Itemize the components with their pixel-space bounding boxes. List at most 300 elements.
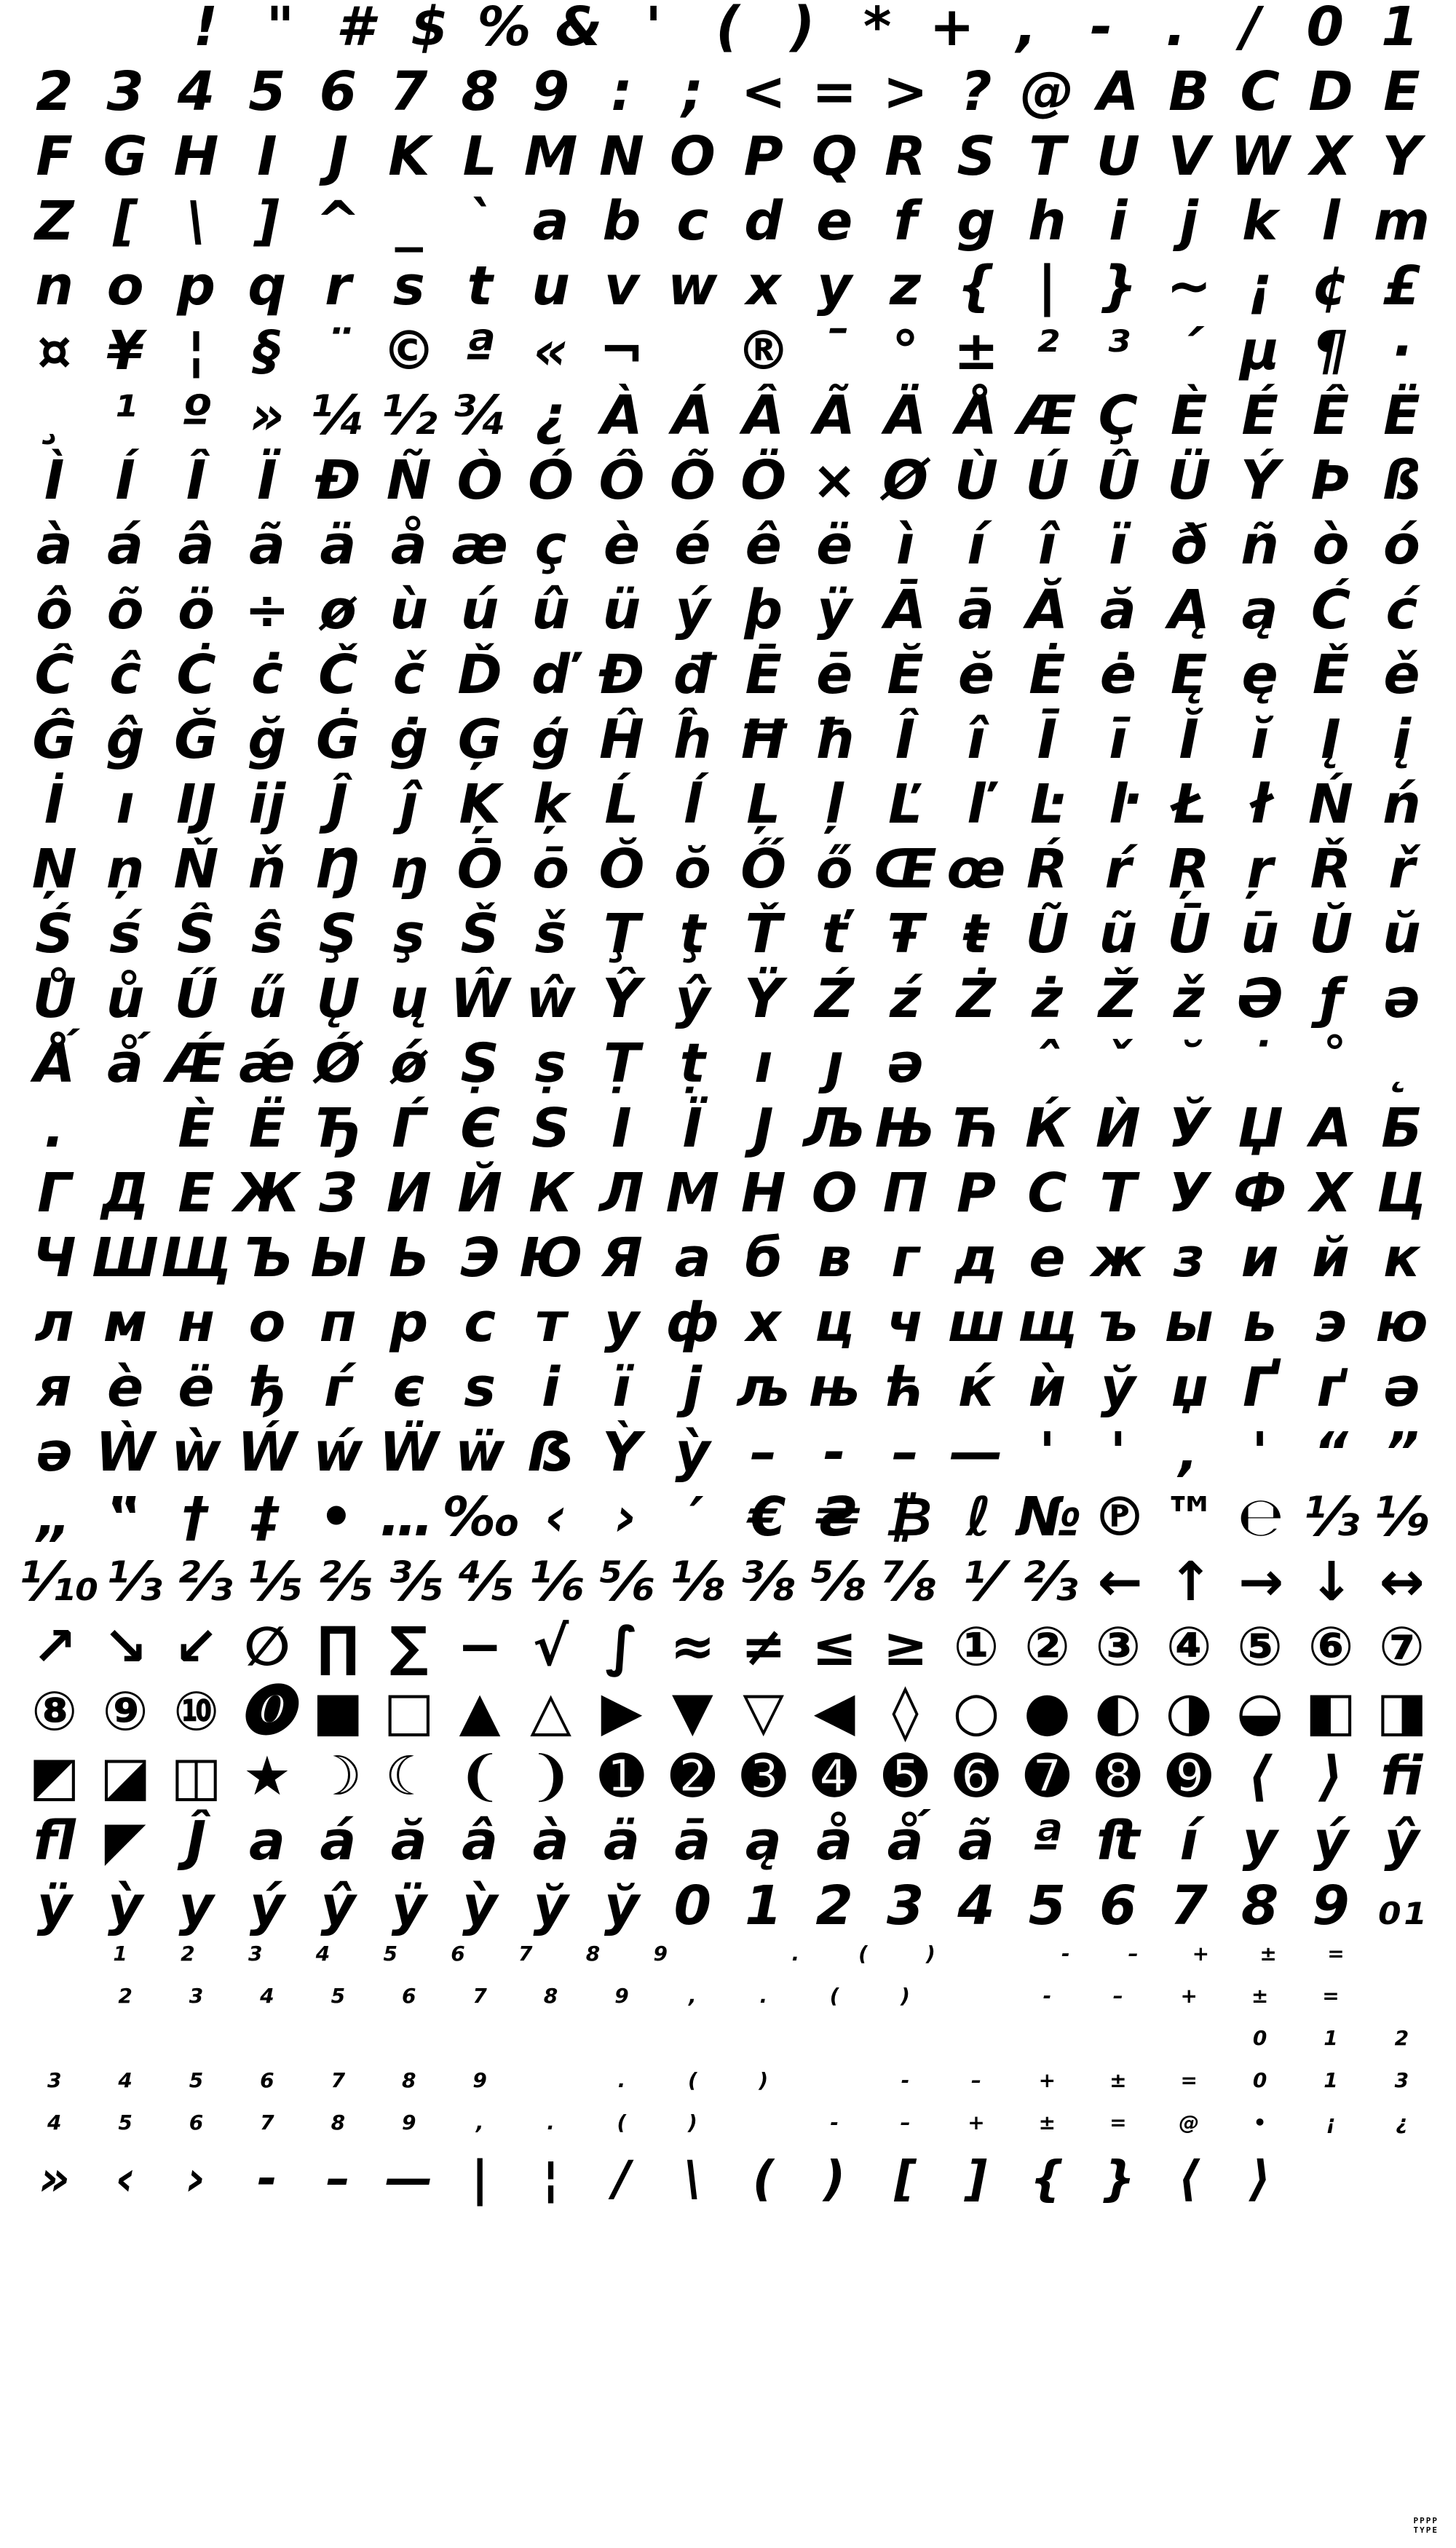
glyph-cell: Ö — [740, 449, 787, 512]
glyph-cell: ⅖ — [317, 1551, 373, 1613]
glyph-cell: ≤ — [812, 1615, 858, 1678]
glyph-cell: ◒ — [1236, 1680, 1283, 1743]
glyph-cell: » — [249, 384, 285, 447]
glyph-cell: ⅑ — [1374, 1486, 1430, 1548]
glyph-cell: ﬁ — [1380, 1745, 1423, 1808]
glyph-cell: е — [1029, 1227, 1066, 1289]
glyph-cell: ¦ — [542, 2151, 560, 2207]
glyph-cell: Į — [1321, 708, 1341, 771]
glyph-cell: ÿ — [817, 579, 852, 641]
glyph-cell: 8 — [401, 2068, 416, 2092]
glyph-cell: @ — [1020, 60, 1075, 123]
glyph-row — [19, 773, 1437, 842]
glyph-cell: ĵ — [400, 773, 419, 836]
glyph-cell: – — [900, 2110, 911, 2134]
glyph-cell: Ћ — [952, 1097, 1000, 1160]
glyph-cell: Ć — [1310, 579, 1351, 641]
glyph-cell: ™ — [1163, 1486, 1217, 1548]
glyph-cell: ■ — [312, 1680, 364, 1743]
glyph-cell: н — [177, 1291, 215, 1354]
glyph-cell: ś — [109, 903, 142, 965]
glyph-cell: ↘ — [103, 1615, 149, 1678]
glyph-cell: } — [1099, 255, 1138, 317]
glyph-cell: õ — [106, 579, 144, 641]
glyph-cell: ` — [466, 190, 494, 253]
glyph-cell: – — [1112, 1984, 1123, 2008]
glyph-cell: → — [1238, 1551, 1284, 1613]
glyph-cell: й — [1311, 1227, 1350, 1289]
glyph-cell: Ъ — [242, 1227, 293, 1289]
glyph-cell: Á — [671, 384, 713, 447]
glyph-cell: ï — [1109, 514, 1128, 577]
glyph-cell: 5 — [248, 60, 286, 123]
glyph-cell: ĥ — [673, 708, 712, 771]
glyph-cell: y — [1242, 1810, 1278, 1872]
glyph-cell: 0 — [1306, 0, 1345, 58]
glyph-cell: ґ — [1316, 1356, 1345, 1419]
glyph-cell: ṣ — [534, 1032, 567, 1095]
glyph-cell: 4 — [260, 1984, 274, 2008]
glyph-cell: þ — [744, 579, 783, 641]
glyph-cell: » — [39, 2151, 71, 2207]
glyph-cell: Д — [101, 1162, 150, 1224]
glyph-cell: ª — [464, 320, 495, 382]
glyph-cell: ǽ — [239, 1032, 296, 1095]
glyph-cell: Ů — [32, 968, 76, 1030]
glyph-cell: Ó — [528, 449, 574, 512]
glyph-row — [19, 1291, 1437, 1361]
glyph-cell: ļ — [825, 773, 844, 836]
glyph-cell: ы — [1164, 1291, 1214, 1354]
glyph-cell: á — [107, 514, 144, 577]
glyph-cell: Û — [1096, 449, 1140, 512]
glyph-cell: к — [1383, 1227, 1420, 1289]
glyph-cell: r — [325, 255, 352, 317]
glyph-cell: √ — [532, 1615, 569, 1678]
glyph-cell: ә — [1383, 1356, 1420, 1419]
glyph-cell: Ē — [745, 644, 783, 706]
glyph-cell: 3 — [1394, 2068, 1409, 2092]
glyph-cell: Я — [601, 1227, 643, 1289]
glyph-row — [19, 903, 1437, 972]
glyph-cell: Ė — [1029, 644, 1066, 706]
glyph-cell: C — [1240, 60, 1280, 123]
glyph-cell: Ť — [745, 903, 782, 965]
glyph-cell: 1 — [1381, 0, 1419, 58]
glyph-cell: ⅓ — [106, 1551, 162, 1613]
glyph-cell: x — [745, 255, 781, 317]
glyph-cell: ⑦ — [1379, 1615, 1425, 1678]
glyph-cell: + — [929, 0, 975, 58]
glyph-cell: ş — [392, 903, 425, 965]
glyph-row — [19, 514, 1437, 583]
glyph-cell: - — [901, 2068, 910, 2092]
glyph-cell: Ø — [882, 449, 929, 512]
glyph-cell: 6 — [189, 2110, 204, 2134]
glyph-cell: ъ — [1097, 1291, 1139, 1354]
glyph-cell: Ř — [1310, 838, 1352, 901]
glyph-cell: ẃ — [313, 1421, 363, 1484]
glyph-cell: 0 — [673, 1875, 712, 1937]
glyph-cell: ◐ — [1094, 1680, 1142, 1743]
glyph-cell: 1 — [1324, 2026, 1338, 2050]
glyph-cell: ‚ — [1179, 1421, 1200, 1484]
glyph-row — [19, 2110, 1437, 2155]
glyph-cell: ® — [736, 320, 791, 382]
glyph-cell: ø — [319, 579, 357, 641]
glyph-cell: Н — [740, 1162, 786, 1224]
glyph-cell: – — [892, 1421, 919, 1484]
glyph-cell: M — [523, 125, 578, 188]
glyph-cell: ŷ — [1384, 1810, 1420, 1872]
glyph-cell: 8 — [331, 2110, 346, 2134]
glyph-cell: ' — [645, 0, 662, 58]
glyph-cell: j — [1179, 190, 1198, 253]
glyph-cell: ⑧ — [31, 1680, 78, 1743]
glyph-cell: G — [103, 125, 148, 188]
glyph-cell: ‹ — [115, 2151, 135, 2207]
glyph-cell: Z — [34, 190, 74, 253]
glyph-cell: 7 — [389, 60, 428, 123]
glyph-cell: О — [811, 1162, 858, 1224]
glyph-cell: y — [178, 1875, 214, 1937]
glyph-cell: † — [181, 1486, 209, 1548]
glyph-cell: ť — [821, 903, 847, 965]
glyph-cell: , — [475, 2110, 484, 2134]
glyph-cell: ° — [892, 320, 919, 382]
glyph-cell: ¼ — [310, 384, 366, 447]
glyph-cell: Ẃ — [237, 1421, 297, 1484]
glyph-cell: - — [1042, 1984, 1052, 2008]
glyph-row — [19, 2028, 1437, 2070]
glyph-row — [19, 1162, 1437, 1231]
glyph-cell: Ŝ — [176, 903, 216, 965]
glyph-cell: Ź — [815, 968, 854, 1030]
glyph-cell: ◀ — [813, 1680, 855, 1743]
glyph-cell: ℗ — [1093, 1486, 1147, 1548]
glyph-cell: Ģ — [457, 708, 502, 771]
glyph-cell: я — [36, 1356, 72, 1419]
glyph-row — [19, 0, 1437, 65]
glyph-cell: Å — [955, 384, 997, 447]
glyph-cell: í — [1179, 1810, 1198, 1872]
glyph-cell: Ї — [682, 1097, 703, 1160]
glyph-cell: p — [177, 255, 215, 317]
glyph-row — [19, 320, 1437, 389]
glyph-cell: ë — [816, 514, 853, 577]
glyph-cell: ñ — [1241, 514, 1279, 577]
glyph-cell: Ĺ — [604, 773, 639, 836]
glyph-cell: ◪ — [100, 1745, 151, 1808]
glyph-cell: ą — [745, 1810, 782, 1872]
glyph-cell: . — [547, 2110, 555, 2134]
glyph-cell: ē — [816, 644, 853, 706]
glyph-cell: ł — [1249, 773, 1270, 836]
glyph-cell: ж — [1091, 1227, 1145, 1289]
glyph-cell: Ţ — [603, 903, 641, 965]
glyph-cell: N — [598, 125, 644, 188]
glyph-cell: ⟩ — [1249, 2151, 1271, 2207]
glyph-cell: ê — [745, 514, 782, 577]
glyph-cell: Э — [460, 1227, 500, 1289]
glyph-cell: ▼ — [671, 1680, 713, 1743]
glyph-cell: ≠ — [740, 1615, 786, 1678]
glyph-cell: ŷ — [320, 1875, 356, 1937]
glyph-cell: ③ — [1095, 1615, 1142, 1678]
glyph-cell: ⅙ — [529, 1551, 585, 1613]
glyph-cell: ➏ — [953, 1745, 999, 1808]
glyph-cell: Ä — [884, 384, 927, 447]
glyph-cell: ④ — [1166, 1615, 1212, 1678]
glyph-cell: â — [178, 514, 215, 577]
glyph-cell: ų — [389, 968, 429, 1030]
glyph-cell: Ī — [1037, 708, 1058, 771]
glyph-cell: Л — [599, 1162, 644, 1224]
glyph-cell: £ — [1382, 255, 1421, 317]
glyph-cell: ĳ — [248, 773, 286, 836]
glyph-cell: 6 — [1099, 1875, 1137, 1937]
glyph-cell: л — [34, 1291, 74, 1354]
glyph-cell: › — [186, 2151, 207, 2207]
glyph-cell: Ŕ — [1026, 838, 1068, 901]
glyph-row — [19, 579, 1437, 648]
glyph-cell: г — [891, 1227, 920, 1289]
glyph-cell: ❨ — [457, 1745, 503, 1808]
glyph-cell: ę — [1241, 644, 1278, 706]
glyph-cell: ŝ — [250, 903, 283, 965]
glyph-cell: ŵ — [526, 968, 576, 1030]
glyph-cell: 3 — [886, 1875, 925, 1937]
glyph-cell: ŭ — [1382, 903, 1421, 965]
glyph-cell: c — [676, 190, 709, 253]
glyph-cell: ẁ — [171, 1421, 221, 1484]
glyph-cell: 4 — [957, 1875, 995, 1937]
glyph-cell: – — [750, 1421, 778, 1484]
glyph-cell: ņ — [106, 838, 145, 901]
glyph-cell: ÷ — [244, 579, 290, 641]
glyph-cell: 4 — [47, 2110, 62, 2134]
glyph-cell: 6 — [451, 1942, 465, 1966]
glyph-cell: ) — [901, 1984, 910, 2008]
glyph-row — [19, 1356, 1437, 1425]
glyph-cell: ř — [1388, 838, 1415, 901]
glyph-cell: ➍ — [812, 1745, 858, 1808]
glyph-cell: Ý — [1240, 449, 1280, 512]
glyph-row — [19, 60, 1437, 130]
glyph-cell: ĭ — [1250, 708, 1270, 771]
glyph-cell: 0 — [1252, 2026, 1267, 2050]
glyph-cell: ¡ — [1247, 255, 1273, 317]
glyph-cell: М — [665, 1162, 720, 1224]
glyph-cell: ỳ — [107, 1875, 143, 1937]
glyph-cell: R — [885, 125, 927, 188]
glyph-cell: ( — [617, 2110, 627, 2134]
glyph-row — [19, 2151, 1437, 2222]
glyph-cell: Ü — [1167, 449, 1211, 512]
glyph-cell: ˆ — [1033, 1032, 1061, 1095]
glyph-cell: ⅛ — [669, 1551, 726, 1613]
glyph-cell: щ — [1017, 1291, 1077, 1354]
glyph-cell: ½ — [381, 384, 438, 447]
glyph-cell: 7 — [518, 1942, 533, 1966]
glyph-cell: ℓ — [965, 1486, 992, 1548]
glyph-cell: њ — [808, 1356, 860, 1419]
glyph-cell: Ë — [248, 1097, 286, 1160]
glyph-cell: ü — [602, 579, 641, 641]
glyph-cell: é — [674, 514, 711, 577]
glyph-cell: ⅕ — [247, 1551, 303, 1613]
glyph-cell: ẞ — [526, 1421, 575, 1484]
glyph-cell: Ğ — [174, 708, 218, 771]
glyph-cell: п — [319, 1291, 357, 1354]
glyph-cell: Ĥ — [598, 708, 644, 771]
glyph-cell: S — [957, 125, 996, 188]
glyph-cell: | — [471, 2151, 489, 2207]
glyph-cell: į — [1392, 708, 1412, 771]
glyph-cell: Ō — [456, 838, 503, 901]
glyph-cell: Ц — [1377, 1162, 1427, 1224]
glyph-cell: œ — [946, 838, 1006, 901]
glyph-cell: © — [381, 320, 436, 382]
glyph-cell: ? — [960, 60, 992, 123]
glyph-cell: ˙ — [1246, 1032, 1274, 1095]
glyph-cell: å — [390, 514, 427, 577]
glyph-cell: 2 — [1394, 2026, 1409, 2050]
glyph-row — [19, 1227, 1437, 1296]
glyph-cell: ÿ — [391, 1875, 427, 1937]
glyph-cell: ì — [895, 514, 915, 577]
glyph-cell: ´ — [1175, 320, 1203, 382]
glyph-cell: ŗ — [1246, 838, 1273, 901]
glyph-cell: ⑥ — [1307, 1615, 1354, 1678]
glyph-cell: 5 — [118, 2110, 132, 2134]
glyph-row — [19, 255, 1437, 324]
glyph-cell: | — [1037, 255, 1057, 317]
glyph-cell: А — [1310, 1097, 1352, 1160]
glyph-cell: ˇ — [1104, 1032, 1132, 1095]
glyph-cell: ⑤ — [1237, 1615, 1283, 1678]
glyph-cell: ◩ — [28, 1745, 80, 1808]
glyph-cell: І — [612, 1097, 632, 1160]
glyph-cell: ģ — [531, 708, 571, 771]
glyph-cell: ) — [823, 2151, 846, 2207]
glyph-cell: Ũ — [1025, 903, 1069, 965]
glyph-cell: ц — [814, 1291, 855, 1354]
glyph-cell: ђ — [248, 1356, 287, 1419]
glyph-cell: Ќ — [1025, 1097, 1069, 1160]
glyph-cell: ѕ — [464, 1356, 496, 1419]
glyph-cell: х — [745, 1291, 781, 1354]
glyph-cell: ◫ — [170, 1745, 222, 1808]
glyph-cell: = — [1109, 2110, 1127, 2134]
glyph-cell: ⅘ — [458, 1551, 515, 1613]
glyph-cell: • — [1253, 2110, 1267, 2134]
glyph-cell: ( — [829, 1984, 839, 2008]
glyph-cell: ż — [1031, 968, 1063, 1030]
glyph-cell: Ṣ — [460, 1032, 499, 1095]
glyph-cell: ↙ — [173, 1615, 219, 1678]
glyph-cell: + — [1038, 2068, 1056, 2092]
glyph-cell: ь — [1243, 1291, 1277, 1354]
glyph-cell: Љ — [803, 1097, 866, 1160]
glyph-cell: È — [1170, 384, 1208, 447]
glyph-cell: Ă — [1026, 579, 1069, 641]
glyph-cell: e — [816, 190, 853, 253]
glyph-row — [19, 838, 1437, 907]
logo-line-1: PPPP — [1413, 2516, 1439, 2525]
glyph-cell: ∏ — [317, 1615, 360, 1678]
glyph-cell: ) — [925, 1942, 935, 1966]
glyph-cell: â — [462, 1810, 499, 1872]
glyph-cell: Ĵ — [186, 1810, 207, 1872]
glyph-cell: ǻ — [887, 1810, 924, 1872]
logo-line-2: TYPE — [1413, 2525, 1439, 2535]
glyph-cell: И — [386, 1162, 432, 1224]
glyph-cell: # — [336, 0, 374, 58]
glyph-cell: Ѝ — [1095, 1097, 1141, 1160]
glyph-row — [19, 449, 1437, 518]
glyph-row — [19, 1745, 1437, 1814]
glyph-cell: à — [532, 1810, 569, 1872]
glyph-cell: ħ — [812, 708, 856, 771]
glyph-cell: Ǽ — [167, 1032, 226, 1095]
glyph-cell: ő — [815, 838, 853, 901]
glyph-cell: Þ — [1310, 449, 1351, 512]
glyph-cell: ё — [178, 1356, 215, 1419]
glyph-cell: í — [967, 514, 986, 577]
glyph-cell: Ž — [1098, 968, 1138, 1030]
glyph-cell: . — [791, 1942, 800, 1966]
glyph-cell: á — [320, 1810, 357, 1872]
glyph-cell: ã — [248, 514, 285, 577]
glyph-cell: Ĭ — [1179, 708, 1199, 771]
glyph-cell: э — [1315, 1291, 1347, 1354]
glyph-cell: Ŗ — [1168, 838, 1210, 901]
glyph-cell: ⓿ — [240, 1680, 294, 1743]
foundry-logo — [1414, 2516, 1439, 2535]
glyph-cell: ○ — [952, 1680, 1000, 1743]
glyph-cell: 5 — [383, 1942, 397, 1966]
glyph-cell: с — [464, 1291, 496, 1354]
glyph-cell: Ú — [1025, 449, 1069, 512]
glyph-cell: . — [1166, 0, 1187, 58]
glyph-cell: Ì — [44, 449, 65, 512]
glyph-cell: ö — [178, 579, 215, 641]
glyph-cell: ć — [1385, 579, 1418, 641]
glyph-cell: û — [531, 579, 570, 641]
glyph-cell: s — [392, 255, 425, 317]
glyph-cell: t — [467, 255, 493, 317]
glyph-cell: } — [1101, 2151, 1136, 2207]
glyph-cell: 6 — [319, 60, 357, 123]
glyph-cell: 7 — [260, 2110, 274, 2134]
glyph-cell: { — [1029, 2151, 1064, 2207]
glyph-cell: ⟩ — [1318, 1745, 1343, 1808]
glyph-cell: Ŋ — [315, 838, 361, 901]
glyph-cell: ^ — [315, 190, 361, 253]
glyph-cell: ⟨ — [1178, 2151, 1200, 2207]
glyph-cell: ă — [390, 1810, 427, 1872]
glyph-cell: n — [35, 255, 74, 317]
glyph-cell: Ṭ — [603, 1032, 641, 1095]
glyph-cell: Ñ — [386, 449, 432, 512]
glyph-cell: ğ — [248, 708, 287, 771]
glyph-cell: Ĝ — [32, 708, 77, 771]
glyph-cell: і — [541, 1356, 561, 1419]
glyph-cell: Ā — [884, 579, 927, 641]
glyph-cell: Ę — [1170, 644, 1208, 706]
glyph-cell: ~ — [1166, 255, 1212, 317]
